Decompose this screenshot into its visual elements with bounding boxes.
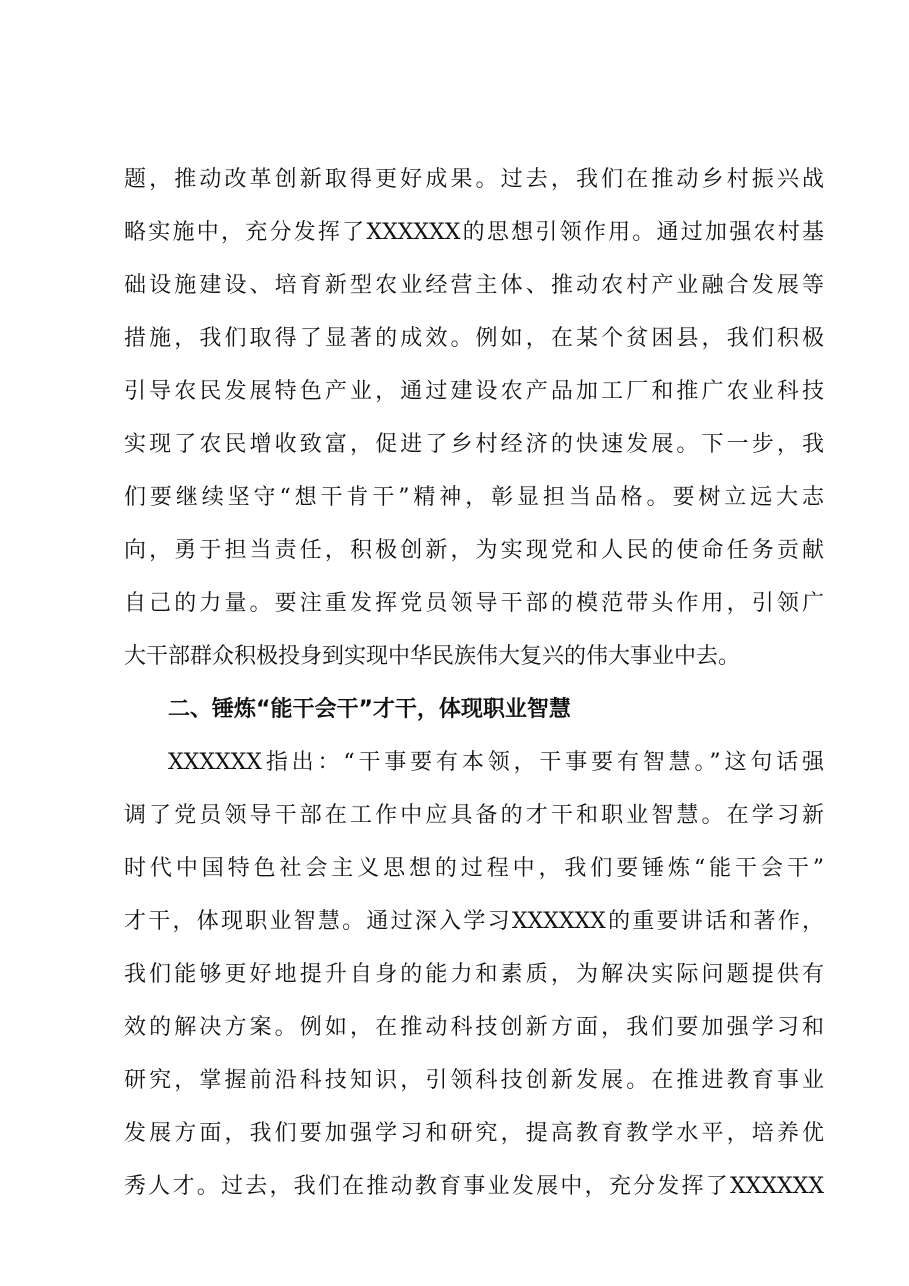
paragraph-2-line-8: 发展方面，我们要加强学习和研究，提高教育教学水平，培养优	[124, 1121, 824, 1146]
paragraph-1-line-5: 引导农民发展特色产业，通过建设农产品加工厂和推广农业科技	[124, 379, 824, 404]
paragraph-2-line-9: 秀人才。过去，我们在推动教育事业发展中，充分发挥了XXXXXX	[124, 1174, 824, 1199]
paragraph-2-line-6: 效的解决方案。例如，在推动科技创新方面，我们要加强学习和	[124, 1015, 824, 1040]
paragraph-1-line-3: 础设施建设、培育新型农业经营主体、推动农村产业融合发展等	[124, 273, 824, 298]
paragraph-1-line-8: 向，勇于担当责任，积极创新，为实现党和人民的使命任务贡献	[124, 538, 824, 563]
section-heading: 二、锤炼“能干会干”才干，体现职业智慧	[168, 697, 571, 722]
paragraph-2-line-3: 时代中国特色社会主义思想的过程中，我们要锤炼“能干会干”	[124, 856, 824, 881]
paragraph-1-line-1: 题，推动改革创新取得更好成果。过去，我们在推动乡村振兴战	[124, 167, 824, 192]
paragraph-2-line-1: XXXXXX指出：“干事要有本领，干事要有智慧。”这句话强	[168, 750, 824, 775]
paragraph-2-line-4: 才干，体现职业智慧。通过深入学习XXXXXX的重要讲话和著作，	[124, 909, 824, 934]
paragraph-1-line-2: 略实施中，充分发挥了XXXXXX的思想引领作用。通过加强农村基	[124, 220, 824, 245]
paragraph-1-line-6: 实现了农民增收致富，促进了乡村经济的快速发展。下一步，我	[124, 432, 824, 457]
paragraph-2-line-5: 我们能够更好地提升自身的能力和素质，为解决实际问题提供有	[124, 962, 824, 987]
paragraph-1-line-7: 们要继续坚守“想干肯干”精神，彰显担当品格。要树立远大志	[124, 485, 824, 510]
paragraph-1-line-10: 大干部群众积极投身到实现中华民族伟大复兴的伟大事业中去。	[124, 644, 741, 669]
paragraph-2-line-2: 调了党员领导干部在工作中应具备的才干和职业智慧。在学习新	[124, 803, 824, 828]
paragraph-1-line-9: 自己的力量。要注重发挥党员领导干部的模范带头作用，引领广	[124, 591, 824, 616]
paragraph-1-line-4: 措施，我们取得了显著的成效。例如，在某个贫困县，我们积极	[124, 326, 824, 351]
paragraph-2-line-7: 研究，掌握前沿科技知识，引领科技创新发展。在推进教育事业	[124, 1068, 824, 1093]
